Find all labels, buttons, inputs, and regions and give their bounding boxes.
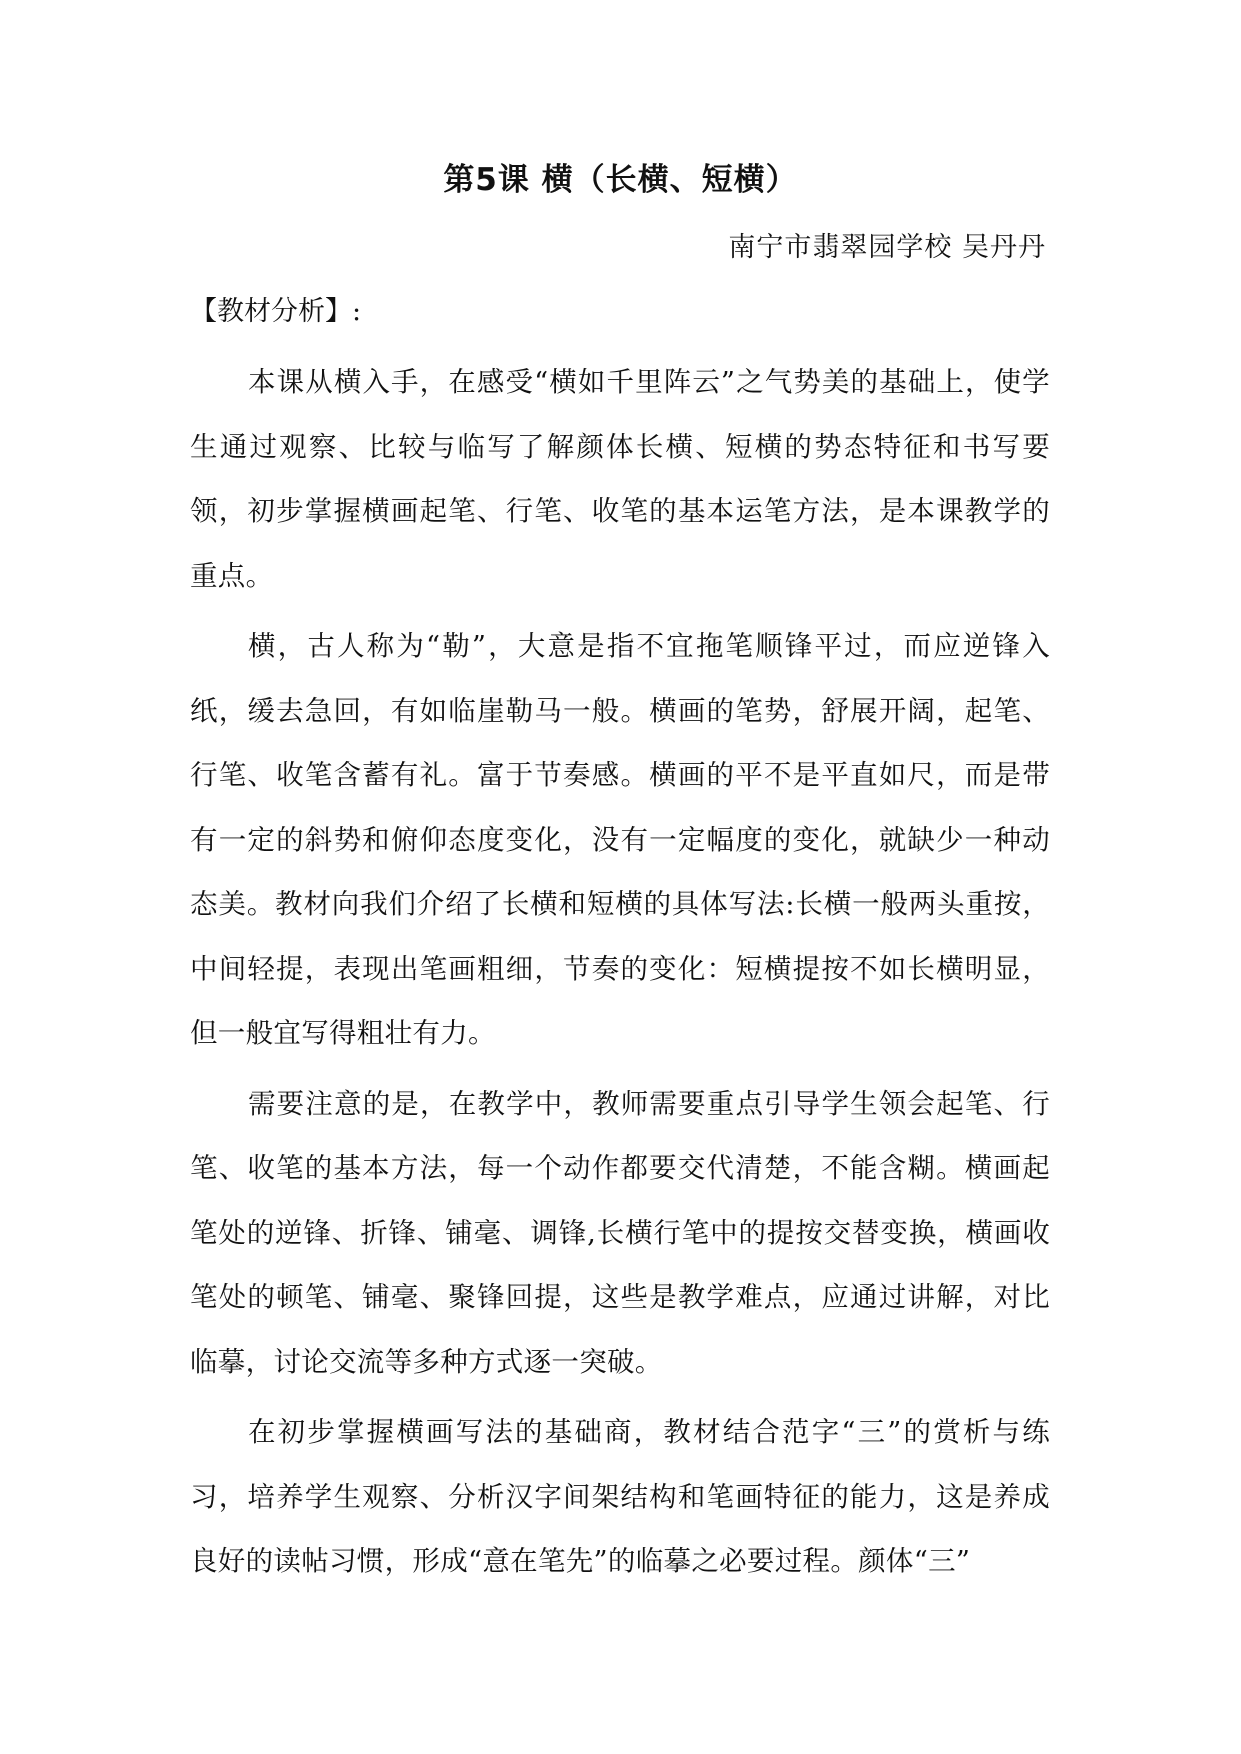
paragraph: 本课从横入手，在感受“横如千里阵云”之气势美的基础上，使学生通过观察、比较与临写了解颜体长横、短横的势态特征和书写要领，初步掌握横画起笔、行笔、收笔的基本运笔方法，是本课教学的重点。 xyxy=(190,366,1050,592)
paragraph: 在初步掌握横画写法的基础商，教材结合范字“三”的赏析与练习，培养学生观察、分析汉字间架结构和笔画特征的能力，这是养成良好的读帖习惯，形成“意在笔先”的临摹之必要过程。颜体“三” xyxy=(190,1416,1050,1577)
body-text xyxy=(190,350,1050,1600)
author-line: 南宁市翡翠园学校 吴丹丹 xyxy=(728,232,1046,263)
section-heading: 【教材分析】: xyxy=(190,296,362,327)
page-title: 第5课 横（长横、短横） xyxy=(443,162,798,198)
paragraph: 横，古人称为“勒”，大意是指不宜拖笔顺锋平过，而应逆锋入纸，缓去急回，有如临崖勒马一般。横画的笔势，舒展开阔，起笔、行笔、收笔含蓄有礼。富于节奏感。横画的平不是平直如尺，而是带有一定的斜势和俯仰态度变化，没有一定幅度的变化，就缺少一种动态美。教材向我们介绍了长横和短横的具体写法:长横一般两头重按，中间轻提，表现出笔画粗细，节奏的变化：短横提按不如长横明显，但一般宜写得粗壮有力。 xyxy=(190,630,1050,1049)
paragraph: 需要注意的是，在教学中，教师需要重点引导学生领会起笔、行笔、收笔的基本方法，每一个动作都要交代清楚，不能含糊。横画起笔处的逆锋、折锋、铺毫、调锋,长横行笔中的提按交替变换，横画收笔处的顿笔、铺毫、聚锋回提，这些是教学难点，应通过讲解，对比临摹，讨论交流等多种方式逐一突破。 xyxy=(190,1087,1050,1378)
